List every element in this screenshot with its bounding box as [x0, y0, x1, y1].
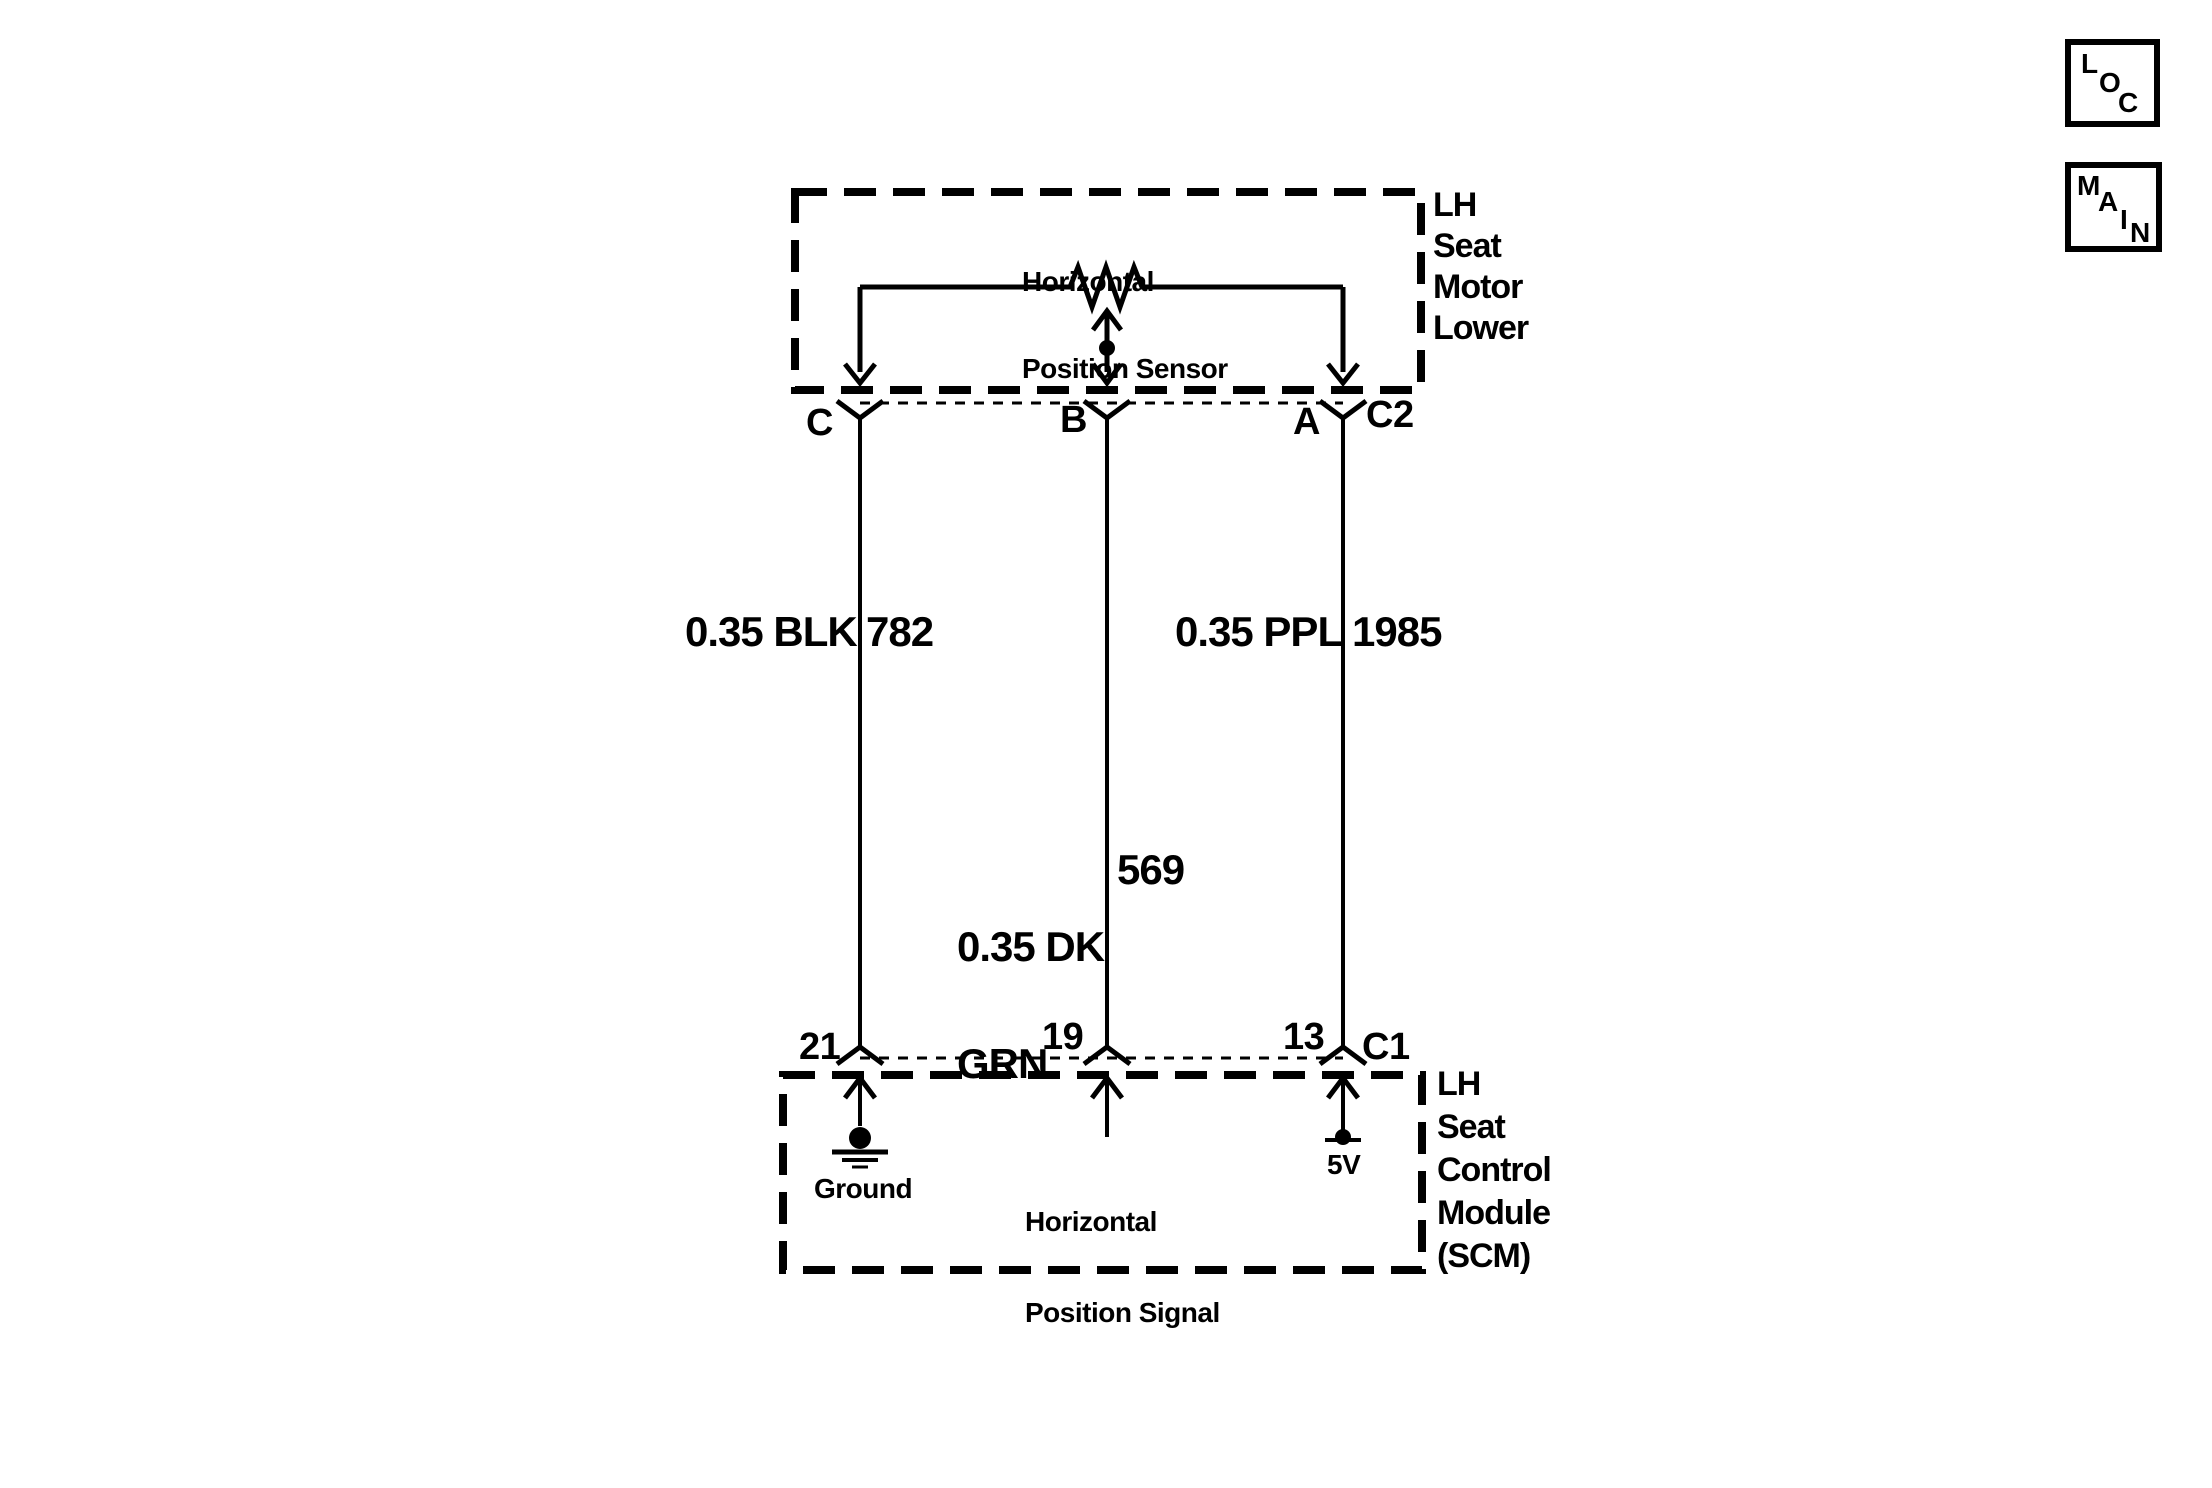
ground-label: Ground	[814, 1173, 913, 1204]
wire-right-spec: 0.35 PPL	[1175, 608, 1343, 655]
pin-label-b: B	[1060, 399, 1087, 441]
supply-terminal-dot-icon	[1335, 1129, 1351, 1145]
wire-middle-circuit: 569	[1117, 846, 1185, 893]
motor-title-line2: Seat	[1433, 227, 1501, 265]
signal-label-line1: Horizontal	[1025, 1206, 1157, 1237]
scm-title-line2: Seat	[1437, 1108, 1505, 1146]
scm-title-line3: Control	[1437, 1151, 1551, 1189]
connector-label-c1: C1	[1362, 1026, 1410, 1068]
pin-label-13: 13	[1283, 1016, 1325, 1058]
loc-letter-l: L	[2081, 48, 2099, 79]
connector-c1-pin-13-icon	[1320, 1047, 1366, 1064]
scm-title-line4: Module	[1437, 1194, 1550, 1232]
main-tag-box	[2065, 162, 2162, 252]
motor-title-line1: LH	[1433, 186, 1477, 224]
wire-middle-spec-line1: 0.35 DK	[957, 923, 1105, 970]
ground-dot-icon	[849, 1127, 871, 1149]
scm-box-title	[1437, 1063, 1551, 1278]
main-letter-i: I	[2120, 204, 2128, 235]
motor-box-title	[1433, 185, 1528, 349]
wire-middle-spec-line2: GRN	[957, 1040, 1048, 1087]
motor-title-line3: Motor	[1433, 268, 1523, 306]
sensor-label-line2: Position Sensor	[1022, 353, 1228, 384]
signal-label	[1025, 1148, 1220, 1386]
pin-label-a: A	[1293, 401, 1320, 443]
scm-title-line1: LH	[1437, 1065, 1481, 1103]
main-letter-a: A	[2098, 186, 2119, 217]
sensor-label-line1: Horizontal	[1022, 266, 1154, 297]
connector-label-c2: C2	[1366, 394, 1414, 436]
pin-label-c: C	[806, 402, 833, 444]
signal-label-line2: Position Signal	[1025, 1297, 1220, 1328]
scm-title-line5: (SCM)	[1437, 1237, 1531, 1275]
main-letter-n: N	[2130, 217, 2151, 248]
wire-left-spec: 0.35 BLK	[685, 608, 857, 655]
wire-middle-spec	[957, 849, 1104, 1161]
sensor-label	[1022, 210, 1228, 440]
wire-left-circuit: 782	[866, 608, 934, 655]
motor-title-line4: Lower	[1433, 309, 1529, 347]
voltage-label: 5V	[1327, 1149, 1361, 1180]
wire-right-circuit: 1985	[1352, 608, 1442, 655]
pin-label-19: 19	[1042, 1016, 1084, 1058]
main-letter-m: M	[2077, 170, 2101, 201]
loc-letter-c: C	[2118, 87, 2139, 118]
loc-tag-box	[2065, 39, 2160, 127]
pin-label-21: 21	[799, 1026, 841, 1068]
loc-letter-o: O	[2099, 67, 2121, 98]
connector-c1-pin-21-icon	[837, 1047, 883, 1064]
